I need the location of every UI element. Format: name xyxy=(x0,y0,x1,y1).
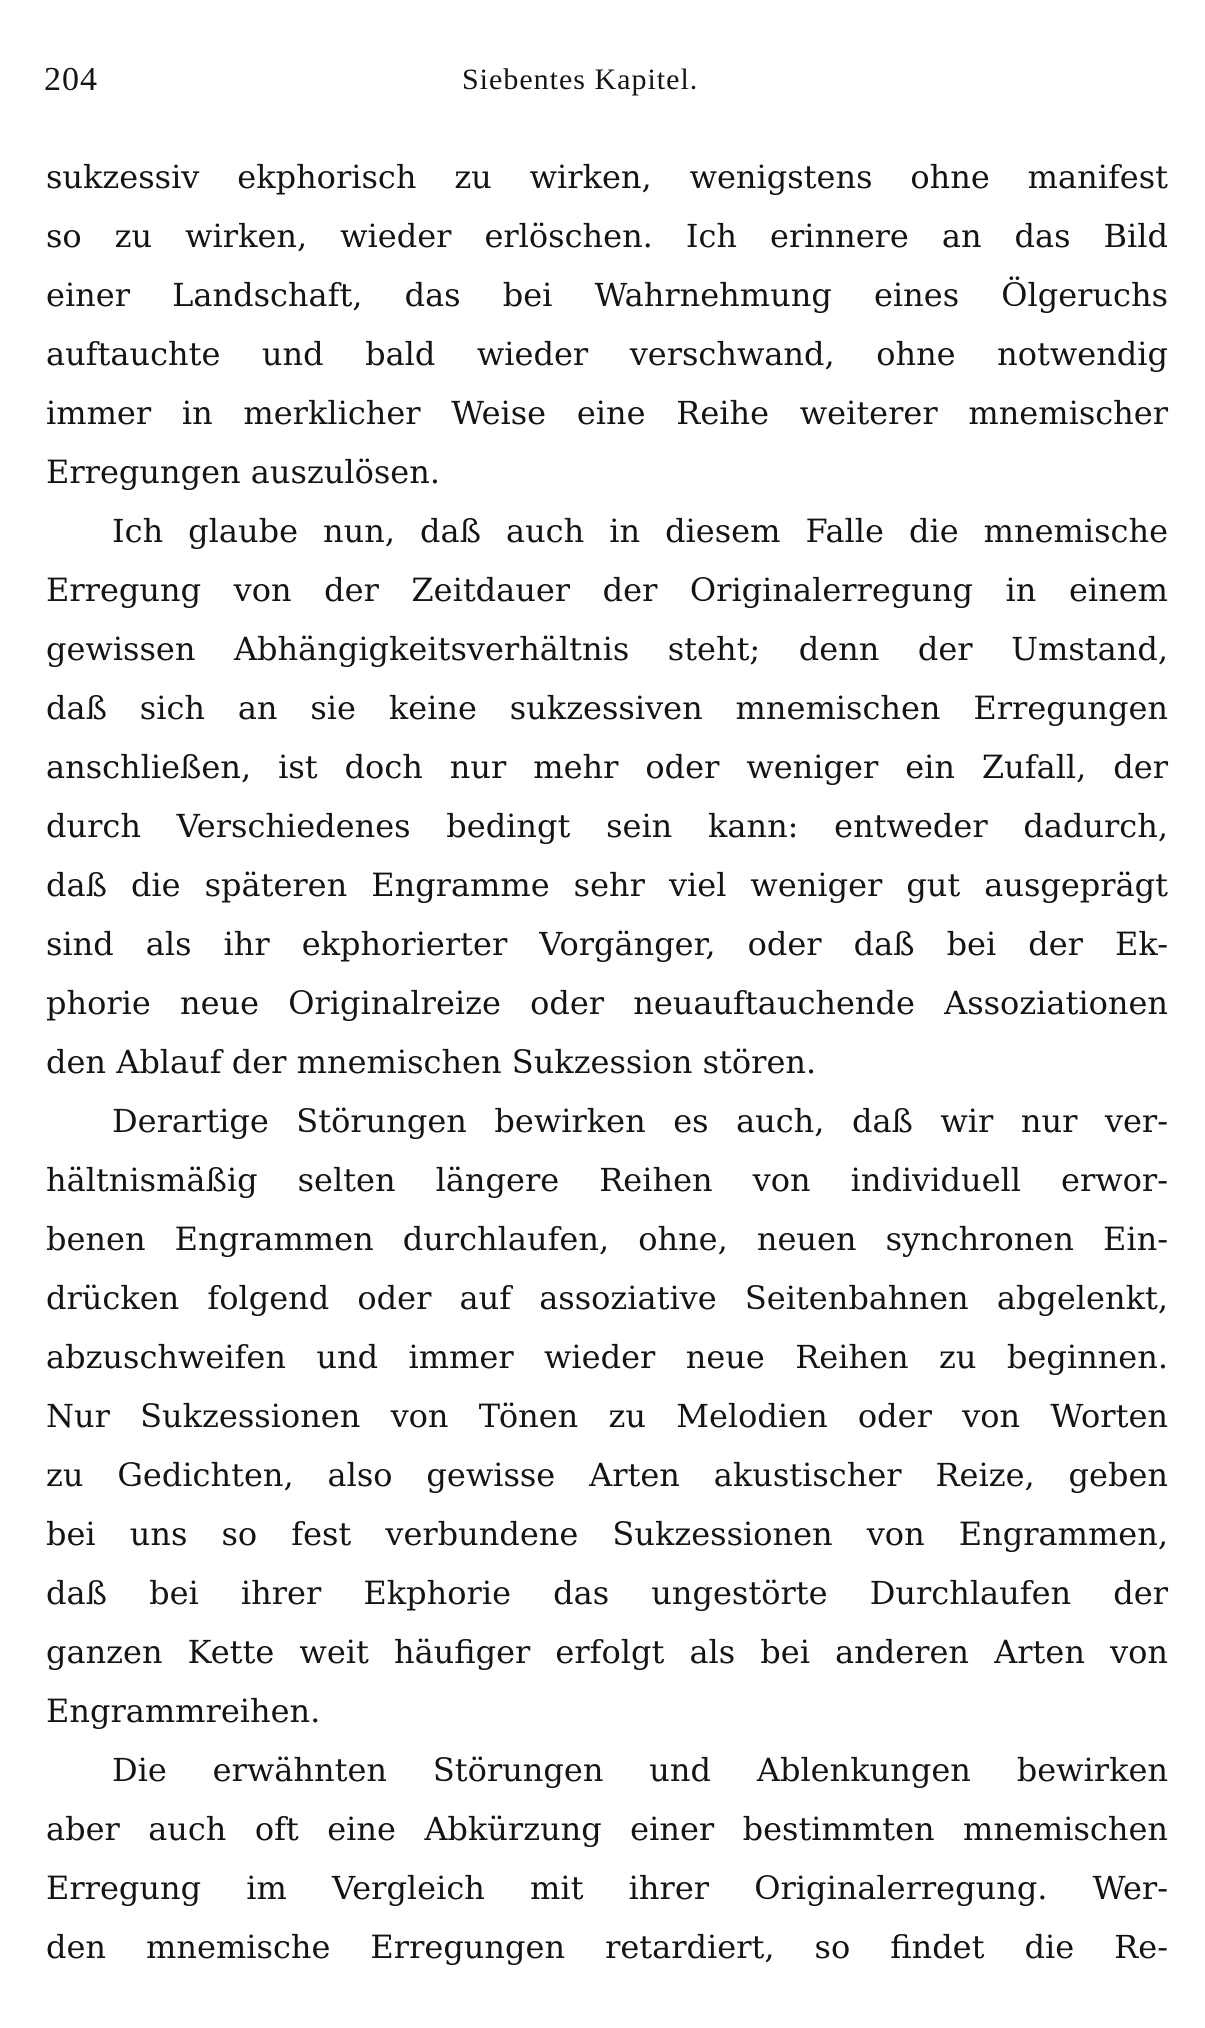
text-line: Nur Sukzessionen von Tönen zu Melodien oder von Worten xyxy=(46,1397,1168,1435)
text-line: anschließen, ist doch nur mehr oder weniger ein Zufall, der xyxy=(46,748,1168,786)
running-head xyxy=(44,55,1169,105)
text-line: immer in merklicher Weise eine Reihe weiterer mnemischer xyxy=(46,394,1168,432)
text-line: durch Verschiedenes bedingt sein kann: entweder dadurch, xyxy=(46,807,1168,845)
text-line: den Ablauf der mnemischen Sukzession stören. xyxy=(46,1043,817,1081)
text-line: Erregungen auszulösen. xyxy=(46,453,441,491)
text-line: Erregung von der Zeitdauer der Originalerregung in einem xyxy=(46,571,1168,609)
paragraph-1 xyxy=(46,148,1168,502)
text-line: daß bei ihrer Ekphorie das ungestörte Durchlaufen der xyxy=(46,1574,1168,1612)
text-line: sind als ihr ekphorierter Vorgänger, oder daß bei der Ek- xyxy=(46,925,1168,963)
paragraph-4 xyxy=(46,1741,1168,1977)
text-line: abzuschweifen und immer wieder neue Reihen zu beginnen. xyxy=(46,1338,1168,1376)
text-line: Die erwähnten Störungen und Ablenkungen bewirken xyxy=(112,1751,1168,1789)
text-line: Engrammreihen. xyxy=(46,1692,321,1730)
text-line: auftauchte und bald wieder verschwand, ohne notwendig xyxy=(46,335,1168,373)
text-line: Ich glaube nun, daß auch in diesem Falle die mnemische xyxy=(112,512,1168,550)
text-line: ganzen Kette weit häufiger erfolgt als bei anderen Arten von xyxy=(46,1633,1168,1671)
paragraph-3 xyxy=(46,1092,1168,1741)
text-line: gewissen Abhängigkeitsverhältnis steht; denn der Umstand, xyxy=(46,630,1168,668)
text-line: den mnemische Erregungen retardiert, so findet die Re- xyxy=(46,1928,1168,1966)
text-line: zu Gedichten, also gewisse Arten akustischer Reize, geben xyxy=(46,1456,1168,1494)
text-line: benen Engrammen durchlaufen, ohne, neuen synchronen Ein- xyxy=(46,1220,1168,1258)
text-line: sukzessiv ekphorisch zu wirken, wenigstens ohne manifest xyxy=(46,158,1168,196)
text-line: bei uns so fest verbundene Sukzessionen von Engrammen, xyxy=(46,1515,1168,1553)
text-line: Derartige Störungen bewirken es auch, daß wir nur ver- xyxy=(112,1102,1168,1140)
text-line: phorie neue Originalreize oder neuauftauchende Assoziationen xyxy=(46,984,1168,1022)
text-line: Erregung im Vergleich mit ihrer Originalerregung. Wer- xyxy=(46,1869,1168,1907)
paragraph-2 xyxy=(46,502,1168,1092)
text-line: so zu wirken, wieder erlöschen. Ich erinnere an das Bild xyxy=(46,217,1168,255)
page-number: 204 xyxy=(44,61,98,98)
text-line: daß die späteren Engramme sehr viel weniger gut ausgeprägt xyxy=(46,866,1168,904)
text-line: drücken folgend oder auf assoziative Seitenbahnen abgelenkt, xyxy=(46,1279,1168,1317)
text-line: einer Landschaft, das bei Wahrnehmung eines Ölgeruchs xyxy=(46,276,1168,314)
text-line: hältnismäßig selten längere Reihen von individuell erwor- xyxy=(46,1161,1168,1199)
text-line: aber auch oft eine Abkürzung einer bestimmten mnemischen xyxy=(46,1810,1168,1848)
body-text xyxy=(46,148,1168,1977)
chapter-title: Siebentes Kapitel. xyxy=(462,63,699,96)
text-line: daß sich an sie keine sukzessiven mnemischen Erregungen xyxy=(46,689,1168,727)
